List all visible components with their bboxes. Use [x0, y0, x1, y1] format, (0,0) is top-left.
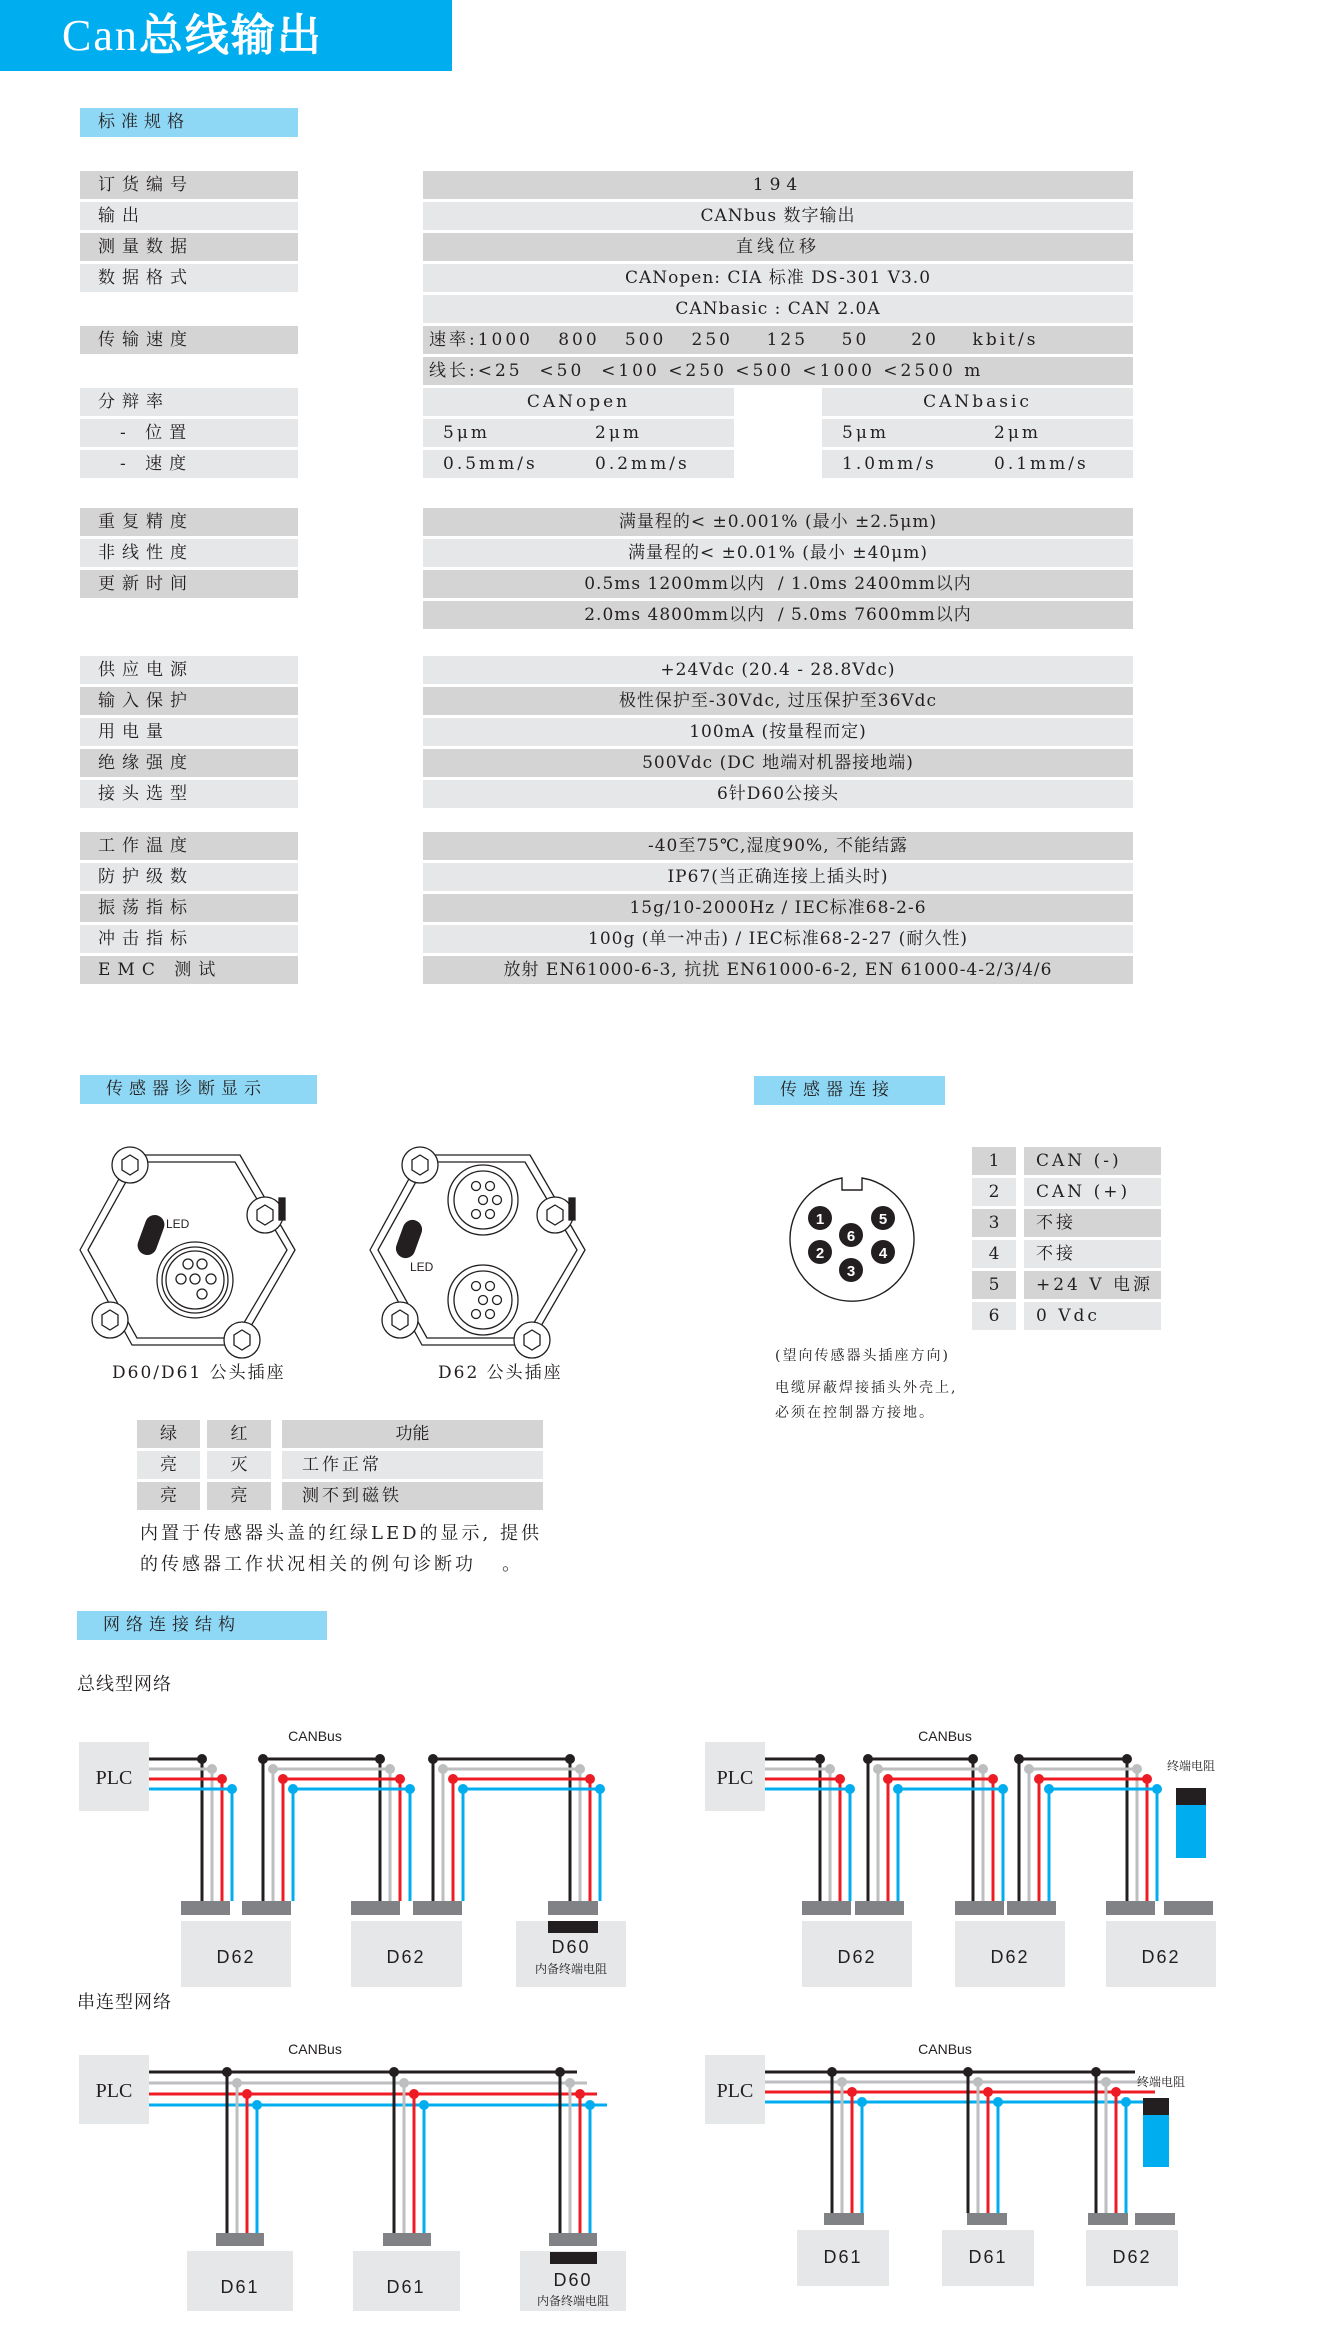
daisy-network-diagram-right	[705, 2030, 1305, 2270]
daisy-network-title: 串连型网络	[77, 1992, 172, 2013]
bus-left-node-3: D60	[551, 1937, 591, 1957]
spec-value-length: 线长:<25 <50 <100 <250 <500 <1000 <2500 m	[423, 357, 1133, 385]
led-row2-function: 测不到磁铁	[282, 1482, 543, 1510]
spec-value-nonlinear: 满量程的< ±0.01% (最小 ±40μm)	[423, 539, 1133, 567]
pin-desc-6: 0 Vdc	[1024, 1302, 1161, 1330]
res-canopen-vel	[423, 450, 734, 478]
plc-label: PLC	[95, 2080, 133, 2102]
pin-desc-4: 不接	[1024, 1240, 1161, 1268]
socket1-caption: D60/D61 公头插座	[112, 1363, 286, 1383]
bus-network-diagram-left	[70, 1715, 650, 1976]
spec-label-order: 订货编号	[80, 171, 298, 199]
daisy-left-node-3: D60	[553, 2270, 593, 2290]
bus-right-node-3: D62	[1141, 1947, 1181, 1967]
socket-drawings	[80, 1140, 600, 1360]
spec-value-supply: +24Vdc (20.4 - 28.8Vdc)	[423, 656, 1133, 684]
pin-no-3: 3	[972, 1209, 1016, 1237]
pin-no-2: 2	[972, 1178, 1016, 1206]
led-row1-green: 亮	[137, 1451, 200, 1479]
svg-text:6: 6	[846, 1228, 856, 1245]
spec-value-shock: 100g (单一冲击) / IEC标准68-2-27 (耐久性)	[423, 925, 1133, 953]
led-header-red: 红	[207, 1420, 271, 1448]
led-row1-function: 工作正常	[282, 1451, 543, 1479]
spec-value-update-2: 2.0ms 4800mm以内 / 5.0ms 7600mm以内	[423, 601, 1133, 629]
plc-label: PLC	[95, 1767, 133, 1789]
spec-label-temp: 工作温度	[80, 832, 298, 860]
daisy-left-node-1: D61	[220, 2277, 260, 2297]
daisy-left-builtin-terminator: 内备终端电阻	[536, 2294, 610, 2308]
spec-label-format: 数据格式	[80, 264, 298, 292]
spec-label-nonlinear: 非线性度	[80, 539, 298, 567]
spec-label-update: 更新时间	[80, 570, 298, 598]
daisy-right-node-2: D61	[968, 2247, 1008, 2267]
spec-label-resolution: 分辩率	[80, 388, 298, 416]
socket-d60-d61-icon	[80, 1147, 295, 1358]
terminator-icon	[1176, 1788, 1206, 1805]
section-specs-title: 标准规格	[80, 108, 298, 137]
bus-right-node-1: D62	[837, 1947, 877, 1967]
res-canopen-vel1: 0.5mm/s	[443, 454, 538, 474]
pin-desc-2: CAN (+)	[1024, 1178, 1161, 1206]
terminator-icon	[1143, 2098, 1169, 2115]
svg-text:4: 4	[878, 1245, 888, 1262]
spec-label-measure: 测量数据	[80, 233, 298, 261]
res-canbasic-title: CANbasic	[822, 388, 1133, 416]
led-label-1: LED	[166, 1217, 190, 1231]
page-title	[0, 0, 452, 71]
res-canbasic-pos2: 2μm	[994, 423, 1041, 443]
spec-value-measure: 直线位移	[423, 233, 1133, 261]
section-connection-title: 传感器连接	[754, 1076, 945, 1105]
spec-value-input-protection: 极性保护至-30Vdc, 过压保护至36Vdc	[423, 687, 1133, 715]
spec-value-vibration: 15g/10-2000Hz / IEC标准68-2-6	[423, 894, 1133, 922]
plc-label: PLC	[716, 2080, 754, 2102]
daisy-right-node-3: D62	[1112, 2247, 1152, 2267]
canbus-label: CANBus	[288, 1728, 342, 1744]
pin-desc-1: CAN (-)	[1024, 1147, 1161, 1175]
pin-desc-3: 不接	[1024, 1209, 1161, 1237]
spec-label-emc: EMC 测试	[80, 956, 298, 984]
bus-left-builtin-terminator: 内备终端电阻	[534, 1962, 608, 1976]
svg-text:2: 2	[815, 1245, 825, 1262]
bus-network-title: 总线型网络	[77, 1674, 172, 1695]
spec-value-emc: 放射 EN61000-6-3, 抗扰 EN61000-6-2, EN 61000-4-2/3/4/6	[423, 956, 1133, 984]
res-canbasic-vel2: 0.1mm/s	[994, 454, 1089, 474]
pin-no-5: 5	[972, 1271, 1016, 1299]
section-network-title: 网络连接结构	[77, 1611, 327, 1640]
led-label-2: LED	[410, 1260, 434, 1274]
bus-right-node-2: D62	[990, 1947, 1030, 1967]
section-diagnostics-title: 传感器诊断显示	[80, 1075, 317, 1104]
res-canbasic-pos	[822, 419, 1133, 447]
spec-value-connector: 6针D60公接头	[423, 780, 1133, 808]
canbus-label: CANBus	[918, 1728, 972, 1744]
spec-label-ip: 防护级数	[80, 863, 298, 891]
svg-text:1: 1	[815, 1211, 825, 1228]
diagnostics-note-line1: 内置于传感器头盖的红绿LED的显示, 提供	[140, 1523, 542, 1544]
spec-label-connector: 接头选型	[80, 780, 298, 808]
canbus-label: CANBus	[918, 2041, 972, 2057]
led-row1-red: 灭	[207, 1451, 271, 1479]
spec-value-format-canopen: CANopen: CIA 标准 DS-301 V3.0	[423, 264, 1133, 292]
res-canopen-title: CANopen	[423, 388, 734, 416]
canbus-label: CANBus	[288, 2041, 342, 2057]
shield-note-line2: 必须在控制器方接地。	[775, 1405, 935, 1421]
pin-desc-5: +24 V 电源	[1024, 1271, 1161, 1299]
res-canopen-pos2: 2μm	[595, 423, 642, 443]
spec-value-current: 100mA (按量程而定)	[423, 718, 1133, 746]
title-cjk: 总线输出	[138, 10, 323, 61]
pin-no-6: 6	[972, 1302, 1016, 1330]
spec-label-res-position: - 位置	[80, 419, 298, 447]
spec-value-update-1: 0.5ms 1200mm以内 / 1.0ms 2400mm以内	[423, 570, 1133, 598]
res-canbasic-vel1: 1.0mm/s	[842, 454, 937, 474]
daisy-right-node-1: D61	[823, 2247, 863, 2267]
bus-right-terminator-label: 终端电阻	[1166, 1759, 1216, 1773]
shield-note	[775, 1376, 957, 1426]
daisy-left-node-2: D61	[386, 2277, 426, 2297]
spec-label-insulation: 绝缘强度	[80, 749, 298, 777]
pinout-diagram	[780, 1170, 920, 1300]
spec-value-output: CANbus 数字输出	[423, 202, 1133, 230]
spec-label-vibration: 振荡指标	[80, 894, 298, 922]
spec-label-speed: 传输速度	[80, 326, 298, 354]
led-row2-red: 亮	[207, 1482, 271, 1510]
spec-value-order: 194	[423, 171, 1133, 199]
bus-left-node-1: D62	[216, 1947, 256, 1967]
spec-label-current: 用电量	[80, 718, 298, 746]
spec-value-format-canbasic: CANbasic : CAN 2.0A	[423, 295, 1133, 323]
shield-note-line1: 电缆屏蔽焊接插头外壳上,	[775, 1380, 958, 1396]
spec-value-ip: IP67(当正确连接上插头时)	[423, 863, 1133, 891]
bus-left-node-2: D62	[386, 1947, 426, 1967]
svg-text:3: 3	[846, 1263, 856, 1280]
diagnostics-note	[140, 1518, 542, 1580]
spec-label-repeat: 重复精度	[80, 508, 298, 536]
socket2-caption: D62 公头插座	[438, 1363, 563, 1383]
spec-label-output: 输出	[80, 202, 298, 230]
diagnostics-note-line2: 的传感器工作状况相关的例句诊断功 。	[140, 1554, 524, 1575]
socket-d62-icon	[370, 1147, 585, 1358]
pinout-view-note: (望向传感器头插座方向)	[775, 1348, 950, 1364]
pin-no-1: 1	[972, 1147, 1016, 1175]
svg-text:5: 5	[878, 1211, 888, 1228]
daisy-network-diagram-left	[70, 2030, 650, 2308]
led-row2-green: 亮	[137, 1482, 200, 1510]
res-canopen-pos	[423, 419, 734, 447]
led-header-function: 功能	[282, 1420, 543, 1448]
title-latin: Can	[62, 11, 139, 60]
spec-value-temp: -40至75℃,湿度90%, 不能结露	[423, 832, 1133, 860]
res-canbasic-vel	[822, 450, 1133, 478]
daisy-right-terminator-label: 终端电阻	[1136, 2075, 1186, 2089]
spec-value-insulation: 500Vdc (DC 地端对机器接地端)	[423, 749, 1133, 777]
spec-label-res-velocity: - 速度	[80, 450, 298, 478]
res-canopen-pos1: 5μm	[443, 423, 490, 443]
bus-network-diagram-right	[705, 1715, 1305, 1967]
led-header-green: 绿	[137, 1420, 200, 1448]
pin-no-4: 4	[972, 1240, 1016, 1268]
spec-value-rate: 速率:1000 800 500 250 125 50 20 kbit/s	[423, 326, 1133, 354]
res-canopen-vel2: 0.2mm/s	[595, 454, 690, 474]
res-canbasic-pos1: 5μm	[842, 423, 889, 443]
spec-label-supply: 供应电源	[80, 656, 298, 684]
spec-label-input-protection: 输入保护	[80, 687, 298, 715]
spec-label-shock: 冲击指标	[80, 925, 298, 953]
plc-label: PLC	[716, 1767, 754, 1789]
spec-value-repeat: 满量程的< ±0.001% (最小 ±2.5μm)	[423, 508, 1133, 536]
